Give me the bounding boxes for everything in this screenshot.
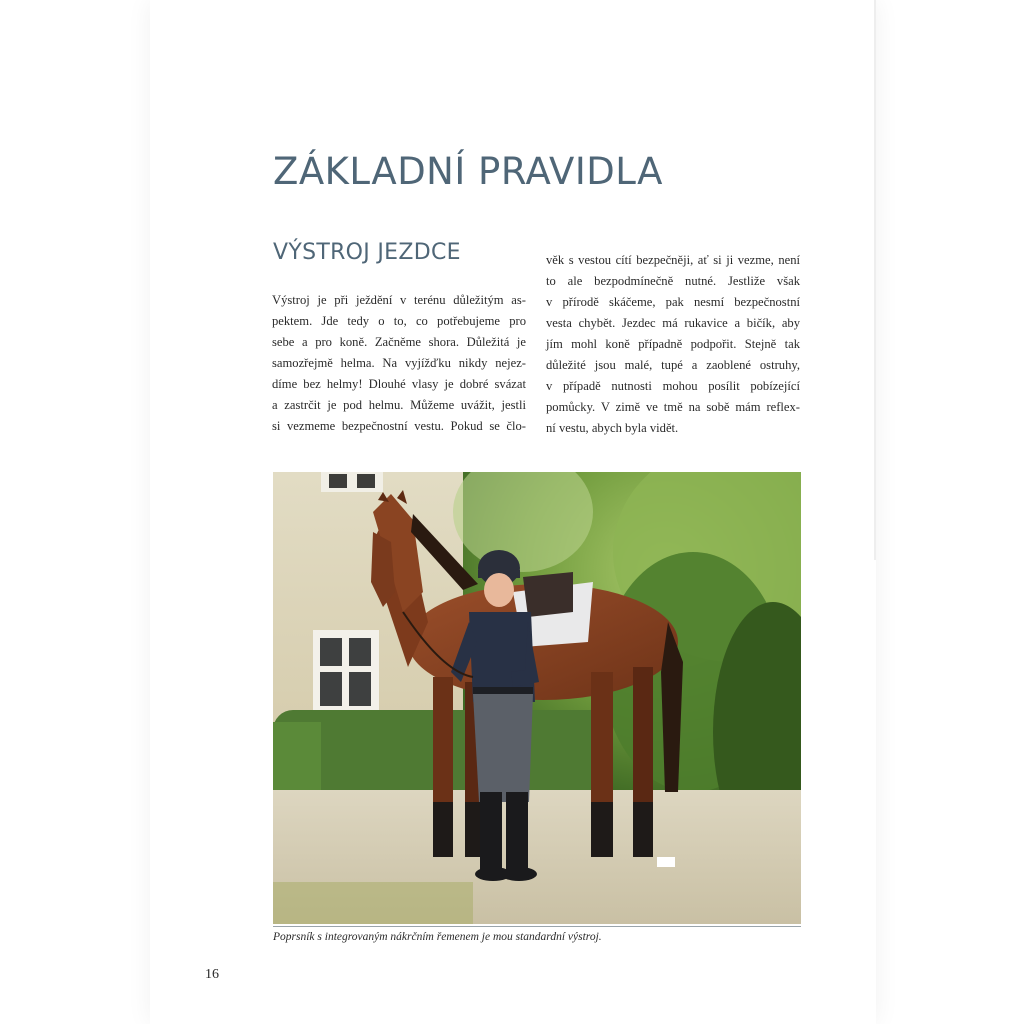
photo-rider-with-horse xyxy=(273,472,801,924)
text-line: vesta chybět. Jezdec má rukavice a bičík, aby xyxy=(546,316,800,330)
caption-rule xyxy=(273,926,801,927)
text-line: pomůcky. V zimě ve tmě na sobě mám reflex- xyxy=(546,400,800,414)
text-line: věk s vestou cítí bezpečněji, ať si ji vezme, není xyxy=(546,253,800,267)
page-number: 16 xyxy=(205,967,219,982)
photo-caption: Poprsník s integrovaným nákrčním řemenem je mou standardní výstroj. xyxy=(273,931,602,943)
section-title: VÝSTROJ JEZDCE xyxy=(273,240,461,265)
text-line: si vezmeme bezpečnostní vestu. Pokud se člo- xyxy=(272,419,526,433)
text-line: jím mohl koně případně podpořit. Stejně tak xyxy=(546,337,800,351)
page-edge xyxy=(874,0,876,560)
text-line: sebe a pro koně. Začněme shora. Důležitá je xyxy=(272,335,526,349)
text-line: v přírodě skáčeme, pak nesmí bezpečnostní xyxy=(546,295,800,309)
text-line: a zastrčit je pod helmu. Můžeme uvážit, jestli xyxy=(272,398,526,412)
text-line: Výstroj je při ježdění v terénu důležitým as- xyxy=(272,293,526,307)
text-line: v případě nutnosti mohou posílit pobízející xyxy=(546,379,800,393)
text-line: důležité jsou malé, tupé a zaoblené ostruhy, xyxy=(546,358,800,372)
text-line: pektem. Jde tedy o to, co potřebujeme pro xyxy=(272,314,526,328)
chapter-title: ZÁKLADNÍ PRAVIDLA xyxy=(273,150,663,193)
text-line: díme bez helmy! Dlouhé vlasy je dobré svázat xyxy=(272,377,526,391)
text-line: to ale bezpodmínečně nutné. Jestliže však xyxy=(546,274,800,288)
body-text-right-column xyxy=(546,250,800,439)
body-text-left-column xyxy=(272,290,526,437)
text-line: samozřejmě helma. Na vyjížďku nikdy nejez- xyxy=(272,356,526,370)
text-line: ní vestu, abych byla vidět. xyxy=(546,421,679,435)
